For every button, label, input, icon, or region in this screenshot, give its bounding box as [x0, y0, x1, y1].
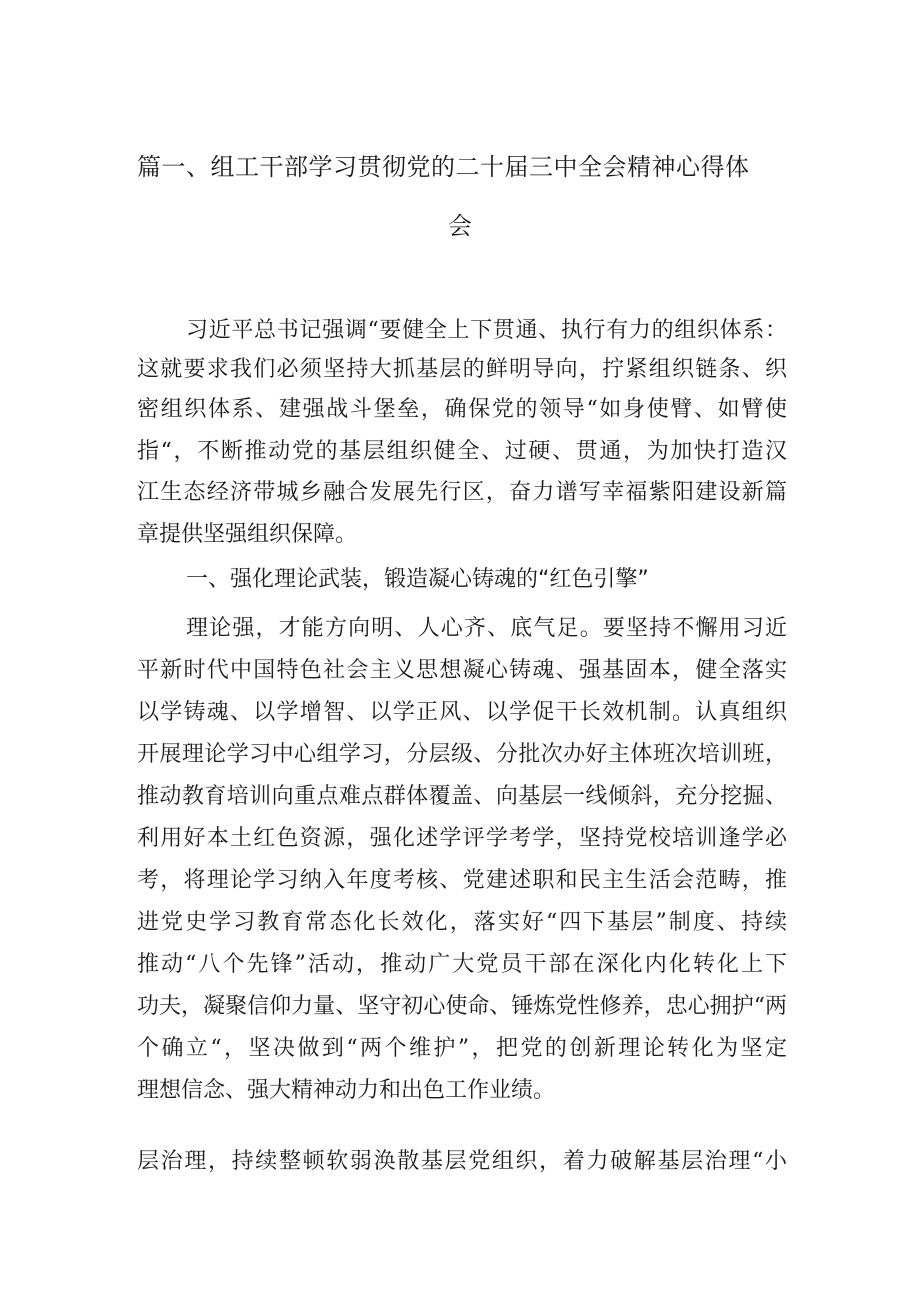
paragraph-2-line-9: 推动“八个先锋”活动，推动广大党员干部在深化内化转化上下 — [137, 952, 787, 977]
paragraph-2-line-10: 功夫，凝聚信仰力量、坚守初心使命、锤炼党性修养，忠心拥护“两 — [137, 994, 787, 1019]
document-title-line-1: 篇一、组工干部学习贯彻党的二十届三中全会精神心得体 — [137, 153, 750, 181]
paragraph-2-line-11: 个确立“，坚决做到“两个维护”，把党的创新理论转化为坚定 — [137, 1036, 787, 1061]
paragraph-1-line-6: 章提供坚强组织保障。 — [137, 522, 358, 547]
paragraph-2-line-2: 平新时代中国特色社会主义思想凝心铸魂、强基固本，健全落实 — [137, 658, 787, 683]
section-heading-1: 一、强化理论武装，锻造凝心铸魂的“红色引擎” — [186, 567, 649, 592]
document-title-line-2: 会 — [448, 212, 473, 240]
paragraph-2-line-8: 进党史学习教育常态化长效化，落实好“四下基层”制度、持续 — [137, 910, 787, 935]
fragment-line: 层治理，持续整顿软弱涣散基层党组织，着力破解基层治理“小 — [137, 1149, 787, 1174]
paragraph-1-line-4: 指“，不断推动党的基层组织健全、过硬、贯通，为加快打造汉 — [137, 439, 787, 464]
paragraph-2-line-6: 利用好本土红色资源，强化述学评学考学，坚持党校培训逢学必 — [137, 826, 787, 851]
paragraph-2-line-4: 开展理论学习中心组学习，分层级、分批次办好主体班次培训班， — [137, 742, 787, 767]
paragraph-1-line-2: 这就要求我们必须坚持大抓基层的鲜明导向，拧紧组织链条、织 — [137, 357, 787, 382]
paragraph-2-line-3: 以学铸魂、以学增智、以学正风、以学促干长效机制。认真组织 — [137, 700, 787, 725]
paragraph-2-line-5: 推动教育培训向重点难点群体覆盖、向基层一线倾斜，充分挖掘、 — [137, 784, 787, 809]
paragraph-1-line-1: 习近平总书记强调“要健全上下贯通、执行有力的组织体系： — [186, 318, 787, 343]
paragraph-2-line-1: 理论强，才能方向明、人心齐、底气足。要坚持不懈用习近 — [186, 616, 787, 641]
paragraph-2-line-12: 理想信念、强大精神动力和出色工作业绩。 — [137, 1078, 556, 1103]
paragraph-1-line-5: 江生态经济带城乡融合发展先行区，奋力谱写幸福紫阳建设新篇 — [137, 480, 787, 505]
paragraph-2-line-7: 考，将理论学习纳入年度考核、党建述职和民主生活会范畴，推 — [137, 868, 787, 893]
paragraph-1-line-3: 密组织体系、建强战斗堡垒，确保党的领导“如身使臂、如臂使 — [137, 397, 787, 422]
